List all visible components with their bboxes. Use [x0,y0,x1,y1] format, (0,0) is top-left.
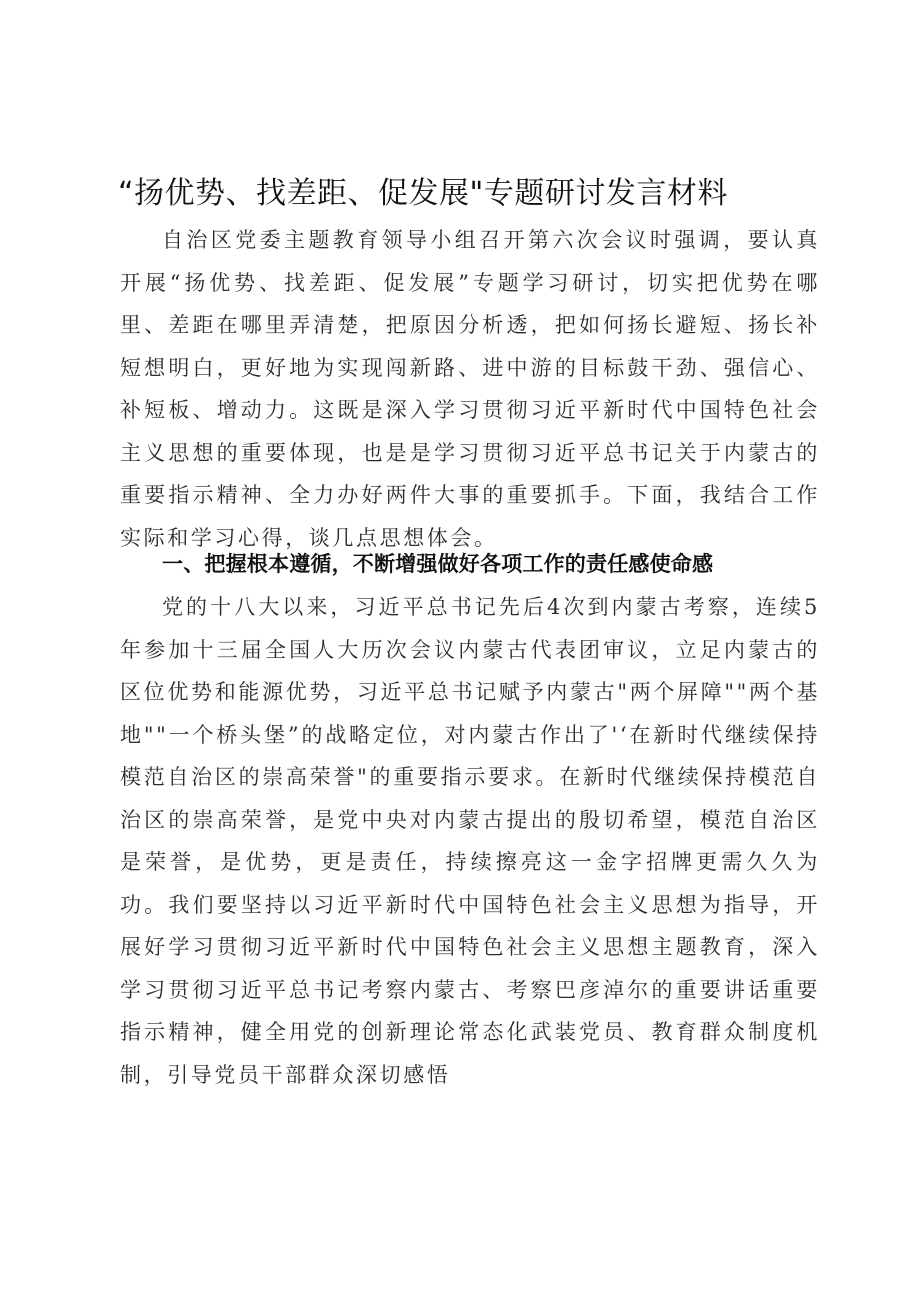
document-title: “扬优势、找差距、促发展"专题研讨发言材料 [118,176,728,211]
section-heading-1: 一、把握根本遵循，不断增强做好各项工作的责任感使命感 [162,552,714,576]
section-1-paragraph: 党的十八大以来，习近平总书记先后4次到内蒙古考察，连续5年参加十三届全国人大历次会议内蒙古代表团审议，立足内蒙古的区位优势和能源优势，习近平总书记赋予内蒙古"两个屏障""两个基地""一个桥头堡”的战略定位，对内蒙古作出了'‘在新时代继续保持模范自治区的崇高荣誉"的重要指示要求。在新时代继续保持模范自治区的崇高荣誉，是党中央对内蒙古提出的殷切希望，模范自治区是荣誉，是优势，更是责任，持续擦亮这一金字招牌更需久久为功。我们要坚持以习近平新时代中国特色社会主义思想为指导，开展好学习贯彻习近平新时代中国特色社会主义思想主题教育，深入学习贯彻习近平总书记考察内蒙古、考察巴彦淖尔的重要讲话重要指示精神，健全用党的创新理论常态化武装党员、教育群众制度机制，引导党员干部群众深切感悟 [120,595,820,1087]
intro-paragraph: 自治区党委主题教育领导小组召开第六次会议时强调，要认真开展“扬优势、找差距、促发展”专题学习研讨，切实把优势在哪里、差距在哪里弄清楚，把原因分析透，把如何扬长避短、扬长补短想明白，更好地为实现闯新路、进中游的目标鼓干劲、强信心、补短板、增动力。这既是深入学习贯彻习近平新时代中国特色社会主义思想的重要体现，也是是学习贯彻习近平总书记关于内蒙古的重要指示精神、全力办好两件大事的重要抓手。下面，我结合工作实际和学习心得，谈几点思想体会。 [120,228,820,550]
